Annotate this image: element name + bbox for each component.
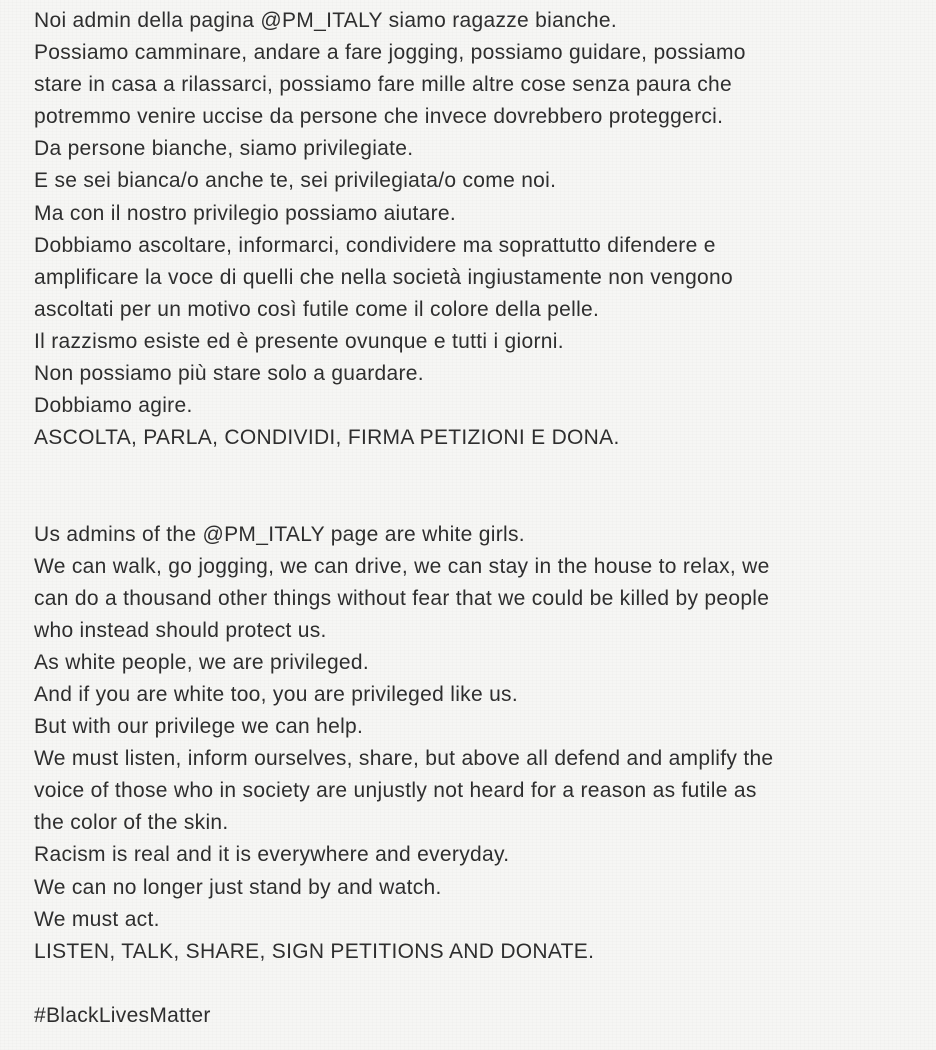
paragraph-spacer [34,968,929,1000]
text-line: Non possiamo più stare solo a guardare. [34,362,424,386]
text-line: Da persone bianche, siamo privilegiate. [34,137,414,161]
text-line: Noi admin della pagina @PM_ITALY siamo ragazze bianche. [34,9,617,32]
text-line: Ma con il nostro privilegio possiamo aiutare. [34,201,457,225]
text-line: Racism is real and it is everywhere and everyday. [34,843,510,867]
text-line: stare in casa a rilassarci, possiamo fare mille altre cose senza paura che [34,73,733,97]
english-section [34,519,929,968]
text-line: voice of those who in society are unjustly not heard for a reason as futile as [34,779,757,803]
paragraph-spacer [34,454,929,518]
text-line: E se sei bianca/o anche te, sei privilegiata/o come noi. [34,169,557,193]
text-line: who instead should protect us. [34,618,327,642]
note-body [34,5,929,1032]
text-line: But with our privilege we can help. [34,715,364,739]
text-line: We must listen, inform ourselves, share, but above all defend and amplify the [34,747,774,771]
text-line: Possiamo camminare, andare a fare jogging, possiamo guidare, possiamo [34,41,746,65]
hashtag: #BlackLivesMatter [34,1003,211,1027]
text-line: Il razzismo esiste ed è presente ovunque e tutti i giorni. [34,329,564,353]
text-line: As white people, we are privileged. [34,650,370,674]
text-line: ASCOLTA, PARLA, CONDIVIDI, FIRMA PETIZIONI E DONA. [34,426,620,450]
text-line: We can walk, go jogging, we can drive, we can stay in the house to relax, we [34,554,770,578]
text-line: ascoltati per un motivo così futile come il colore della pelle. [34,297,600,321]
italian-section [34,5,929,454]
text-line: can do a thousand other things without fear that we could be killed by people [34,586,770,610]
text-line: Dobbiamo ascoltare, informarci, condividere ma soprattutto difendere e [34,233,716,257]
text-line: We must act. [34,907,160,931]
text-line: amplificare la voce di quelli che nella società ingiustamente non vengono [34,265,733,289]
text-line: Dobbiamo agire. [34,394,193,418]
text-line: LISTEN, TALK, SHARE, SIGN PETITIONS AND DONATE. [34,939,595,963]
text-line: And if you are white too, you are privileged like us. [34,682,518,706]
text-line: the color of the skin. [34,811,229,835]
text-line: potremmo venire uccise da persone che invece dovrebbero proteggerci. [34,105,724,129]
text-line: Us admins of the @PM_ITALY page are white girls. [34,522,525,546]
text-line: We can no longer just stand by and watch. [34,875,442,899]
